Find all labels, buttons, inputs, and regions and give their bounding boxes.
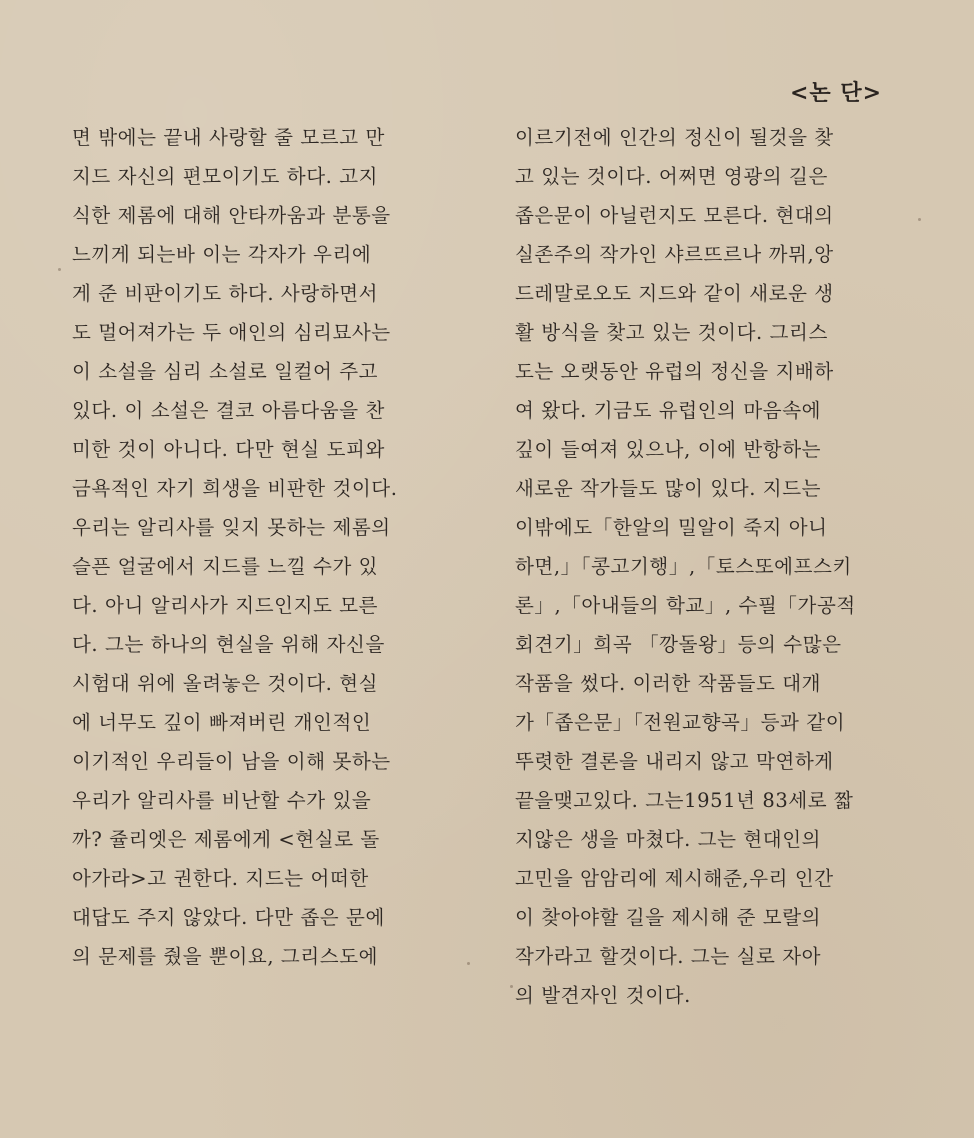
text-line: 시험대 위에 올려놓은 것이다. 현실: [72, 672, 379, 695]
text-line: 하면,」「콩고기행」,「토스또에프스키: [515, 555, 852, 578]
text-line: 우리가 알리사를 비난할 수가 있을: [72, 789, 372, 812]
text-line: 이밖에도「한알의 밀알이 죽지 아니: [515, 516, 828, 539]
right-column: [515, 118, 935, 1015]
text-line: 대답도 주지 않았다. 다만 좁은 문에: [72, 906, 385, 929]
text-line: 좁은문이 아닐런지도 모른다. 현대의: [515, 204, 834, 227]
text-line: 식한 제롬에 대해 안타까움과 분통을: [72, 204, 391, 227]
section-header: <논 단>: [789, 80, 882, 106]
text-line: 도 멀어져가는 두 애인의 심리묘사는: [72, 321, 391, 344]
text-line: 아가라>고 권한다. 지드는 어떠한: [72, 867, 369, 890]
text-line: 새로운 작가들도 많이 있다. 지드는: [515, 477, 822, 500]
text-line: 이 소설을 심리 소설로 일컬어 주고: [72, 360, 379, 383]
text-line: 의 발견자인 것이다.: [515, 984, 691, 1007]
text-line: 고 있는 것이다. 어쩌면 영광의 길은: [515, 165, 828, 188]
text-line: 느끼게 되는바 이는 각자가 우리에: [72, 243, 372, 266]
text-line: 이기적인 우리들이 남을 이해 못하는: [72, 750, 391, 773]
text-line: 깊이 들여져 있으나, 이에 반항하는: [515, 438, 822, 461]
text-line: 작가라고 할것이다. 그는 실로 자아: [515, 945, 822, 968]
text-line: 이 찾아야할 길을 제시해 준 모랄의: [515, 906, 822, 929]
text-line: 도는 오랫동안 유럽의 정신을 지배하: [515, 360, 834, 383]
paper-speck: [467, 962, 470, 965]
text-line: 회견기」희곡 「깡돌왕」등의 수많은: [515, 633, 842, 656]
text-line: 지않은 생을 마쳤다. 그는 현대인의: [515, 828, 822, 851]
left-column: [72, 118, 482, 976]
text-line: 론」,「아내들의 학교」, 수필「가공적: [515, 594, 856, 617]
text-line: 면 밖에는 끝내 사랑할 줄 모르고 만: [72, 126, 385, 149]
text-line: 여 왔다. 기금도 유럽인의 마음속에: [515, 399, 822, 422]
text-line: 있다. 이 소설은 결코 아름다움을 찬: [72, 399, 385, 422]
text-line: 활 방식을 찾고 있는 것이다. 그리스: [515, 321, 828, 344]
text-line: 고민을 암암리에 제시해준,우리 인간: [515, 867, 834, 890]
text-line: 드레말로오도 지드와 같이 새로운 생: [515, 282, 834, 305]
text-line: 지드 자신의 편모이기도 하다. 고지: [72, 165, 379, 188]
text-line: 실존주의 작가인 샤르뜨르나 까뮈,앙: [515, 243, 834, 266]
text-line: 까? 쥴리엣은 제롬에게 <현실로 돌: [72, 828, 380, 851]
text-line: 이르기전에 인간의 정신이 될것을 찾: [515, 126, 834, 149]
text-line: 금욕적인 자기 희생을 비판한 것이다.: [72, 477, 398, 500]
text-line: 끝을맺고있다. 그는1951년 83세로 짧: [515, 789, 854, 812]
text-line: 다. 아니 알리사가 지드인지도 모른: [72, 594, 379, 617]
text-line: 우리는 알리사를 잊지 못하는 제롬의: [72, 516, 391, 539]
paper-speck: [510, 985, 513, 988]
text-line: 슬픈 얼굴에서 지드를 느낄 수가 있: [72, 555, 379, 578]
text-line: 미한 것이 아니다. 다만 현실 도피와: [72, 438, 385, 461]
text-line: 작품을 썼다. 이러한 작품들도 대개: [515, 672, 822, 695]
paper-speck: [58, 268, 61, 271]
text-line: 에 너무도 깊이 빠져버린 개인적인: [72, 711, 372, 734]
text-line: 다. 그는 하나의 현실을 위해 자신을: [72, 633, 385, 656]
text-line: 뚜렷한 결론을 내리지 않고 막연하게: [515, 750, 834, 773]
text-line: 의 문제를 줬을 뿐이요, 그리스도에: [72, 945, 379, 968]
text-line: 게 준 비판이기도 하다. 사랑하면서: [72, 282, 379, 305]
text-line: 가「좁은문」「전원교향곡」등과 같이: [515, 711, 846, 734]
paper-speck: [918, 218, 921, 221]
